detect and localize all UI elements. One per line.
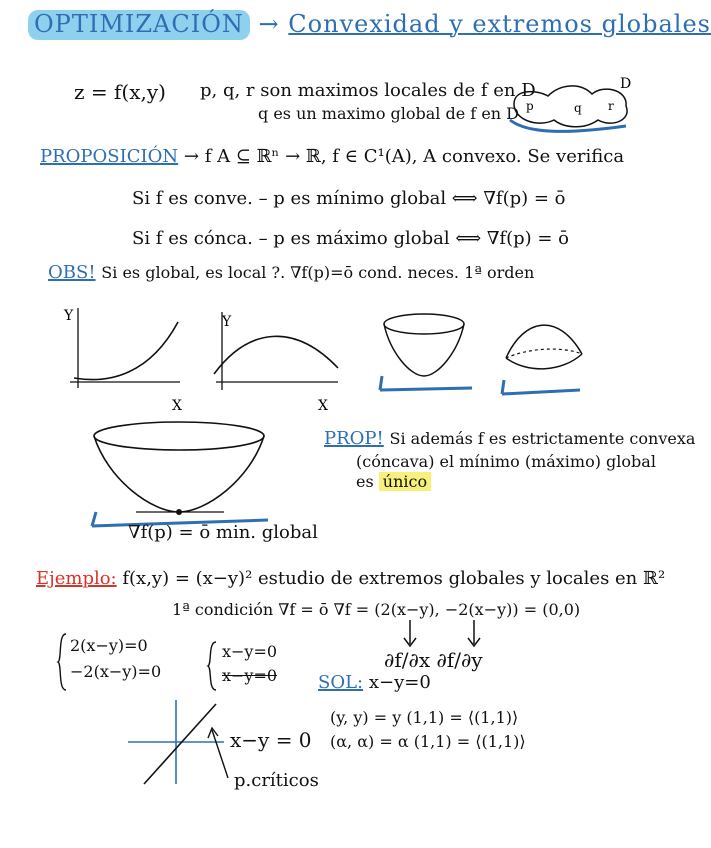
example-statement: f(x,y) = (x−y)² estudio de extremos globales y locales en ℝ²	[122, 568, 666, 589]
prop2-text-1: Si además f es estrictamente convexa	[389, 429, 696, 448]
prop2-label: PROP!	[324, 428, 384, 449]
line-equation-label: x−y = 0	[230, 728, 312, 752]
graph1-x-label: X	[172, 398, 182, 414]
example-label: Ejemplo:	[36, 568, 117, 589]
sol-text: x−y=0	[368, 672, 431, 693]
convex-function-graph	[60, 308, 200, 418]
concave-function-graph	[208, 308, 348, 418]
prop2-unico-highlight: único	[379, 472, 431, 491]
obs-text: Si es global, es local ?. ∇f(p)=ō cond. neces. 1ª orden	[101, 263, 535, 282]
blob-label-q: q	[574, 101, 582, 115]
page-title	[28, 10, 711, 38]
bowl-caption: ∇f(p) = ō min. global	[128, 522, 318, 543]
concave-condition: Si f es cónca. – p es máximo global ⟺ ∇f(p) = ō	[132, 228, 570, 249]
blob-label-p: p	[526, 99, 534, 113]
proposition-label: PROPOSICIÓN	[40, 146, 179, 167]
obs-line	[48, 262, 534, 283]
critical-points-diagram	[124, 700, 234, 800]
sol-label: SOL:	[318, 672, 364, 693]
concave-dome-icon	[498, 318, 598, 398]
prop2-es: es	[356, 472, 374, 491]
example-line	[36, 568, 665, 589]
system-simplified-1: x−y=0	[222, 642, 278, 661]
graph1-y-label: Y	[64, 308, 74, 324]
graph2-y-label: Y	[222, 314, 232, 330]
system-simplified-2: x−y=0	[222, 666, 278, 685]
prop2-line-1	[324, 428, 695, 449]
prop2-line-2: (cóncava) el mínimo (máximo) global	[356, 452, 656, 471]
solution-line	[318, 672, 431, 693]
convex-paraboloid-icon	[372, 312, 482, 396]
intro-line-1: p, q, r son maximos locales de f en D	[200, 80, 536, 101]
convex-condition: Si f es conve. – p es mínimo global ⟺ ∇f(p) = ō	[132, 188, 566, 209]
system-eq-1: 2(x−y)=0	[70, 636, 148, 655]
system-eq-2: −2(x−y)=0	[70, 662, 162, 681]
partials-arrows	[400, 620, 520, 650]
first-condition: 1ª condición ∇f = ō ∇f = (2(x−y), −2(x−y)) = (0,0)	[172, 600, 581, 619]
title-arrow: →	[258, 10, 280, 38]
blob-label-r: r	[608, 99, 614, 113]
proposition-statement: f A ⊆ ℝⁿ → ℝ, f ∈ C¹(A), A convexo. Se verifica	[204, 146, 625, 167]
proposition-line	[40, 146, 624, 167]
critical-points-label: p.críticos	[234, 770, 319, 791]
proposition-arrow: →	[183, 146, 199, 167]
z-formula: z = f(x,y)	[74, 80, 166, 104]
system-brace	[56, 632, 70, 692]
param-line-2: (α, α) = α (1,1) = ⟨(1,1)⟩	[330, 732, 526, 751]
intro-line-2: q es un maximo global de f en D	[258, 104, 519, 123]
title-optimizacion: OPTIMIZACIÓN	[28, 10, 250, 40]
blob-label-D: D	[620, 76, 632, 92]
title-subtitle: Convexidad y extremos globales	[288, 10, 711, 38]
min-global-bowl-diagram	[84, 420, 274, 530]
domain-blob-diagram	[508, 76, 638, 136]
partial-derivatives: ∂f/∂x ∂f/∂y	[384, 648, 483, 672]
graph2-x-label: X	[318, 398, 328, 414]
prop2-line-3	[356, 472, 431, 491]
obs-label: OBS!	[48, 262, 96, 283]
system-brace-2	[206, 640, 220, 692]
param-line-1: (y, y) = y (1,1) = ⟨(1,1)⟩	[330, 708, 519, 727]
